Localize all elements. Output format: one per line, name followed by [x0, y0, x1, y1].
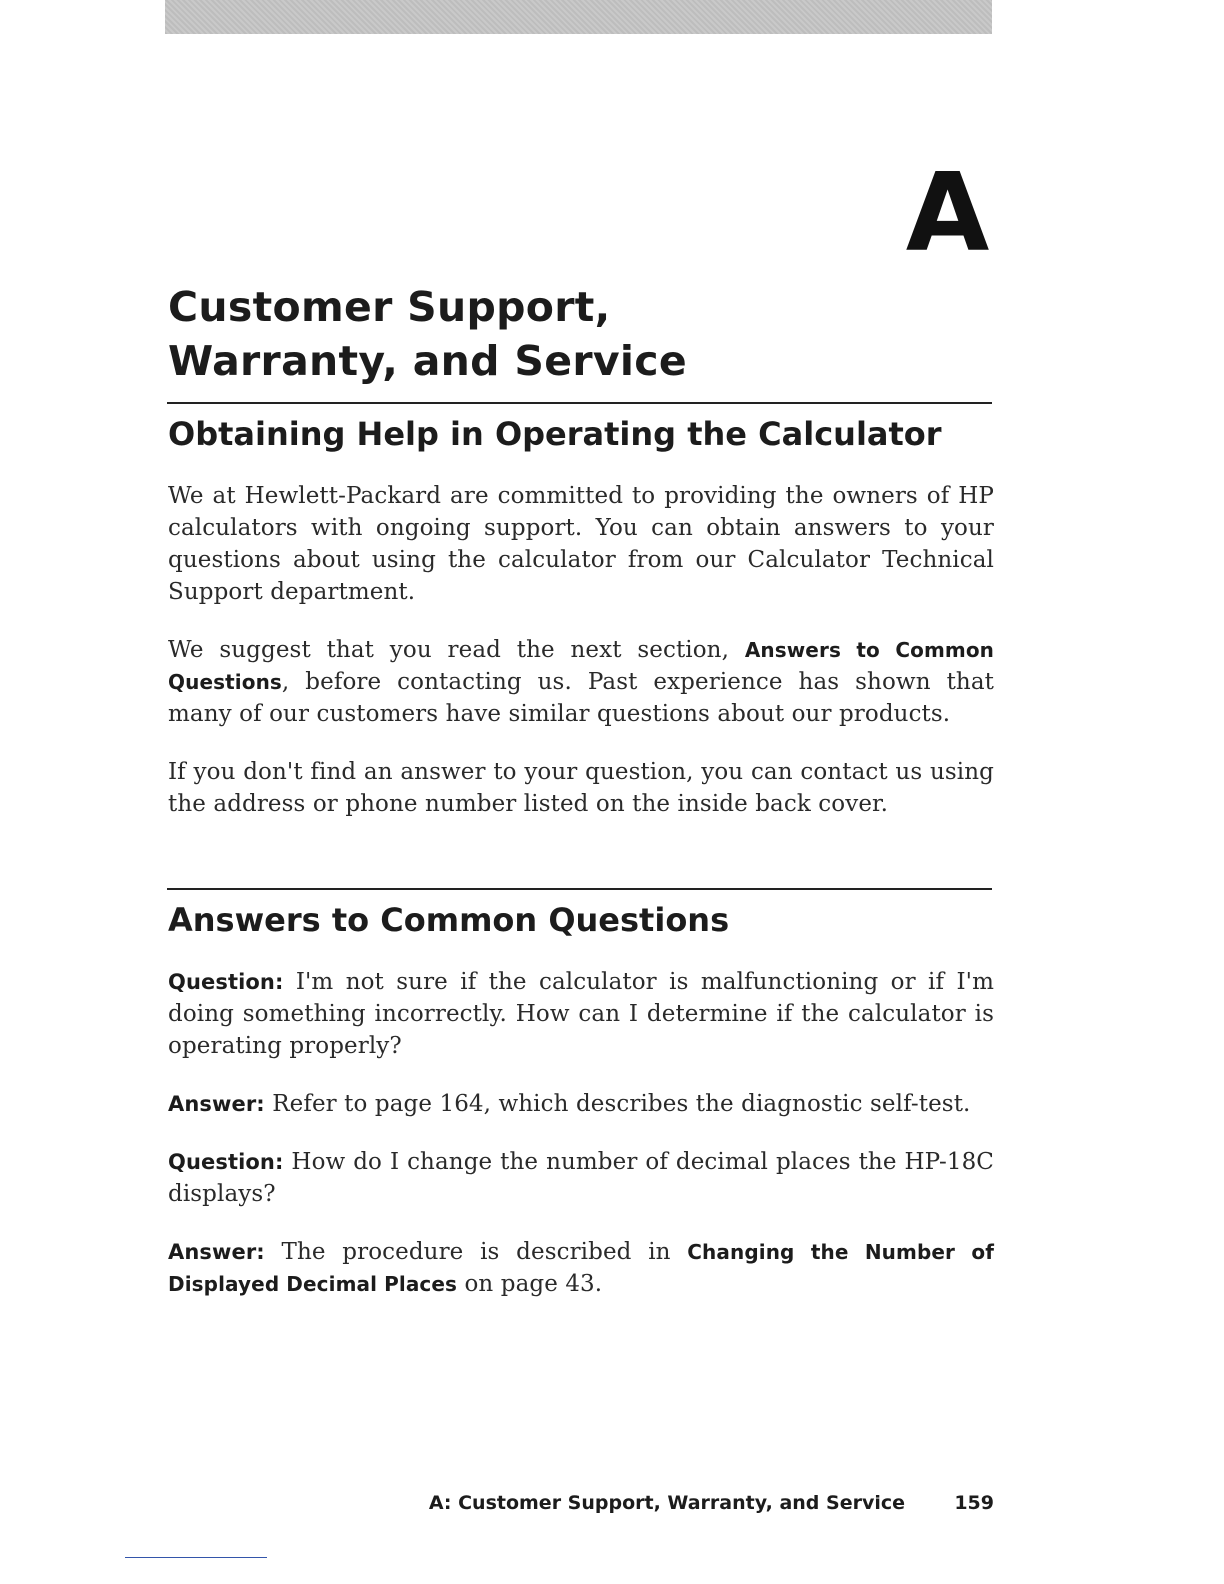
chapter-letter: A — [905, 151, 990, 276]
qa-question-1 — [168, 966, 994, 1062]
qa-answer-2 — [168, 1236, 994, 1300]
paragraph-commitment: We at Hewlett-Packard are committed to providing the owners of HP calculators with ongoing support. You can obtain answers to your questions about using the calculator from our Calculator Technical Support department. — [168, 483, 994, 605]
section-heading-answers: Answers to Common Questions — [168, 901, 730, 939]
paragraph-suggestion — [168, 634, 994, 730]
answer-label: Answer: — [168, 1240, 265, 1264]
question-text: How do I change the number of decimal places the HP-18C displays? — [168, 1149, 994, 1207]
answer-label: Answer: — [168, 1092, 265, 1116]
answer-text-end: on page 43. — [457, 1271, 603, 1297]
answer-text: Refer to page 164, which describes the diagnostic self-test. — [264, 1091, 971, 1117]
paragraph-suggestion-start: We suggest that you read the next section, — [168, 637, 745, 663]
bottom-left-rule — [125, 1557, 267, 1558]
paragraph-suggestion-end: , before contacting us. Past experience has shown that many of our customers have similar questions about our products. — [168, 669, 994, 727]
page-number: 159 — [954, 1492, 994, 1514]
cross-reference-answers: Answers to Common Questions — [168, 638, 995, 694]
qa-answer-1 — [168, 1088, 994, 1120]
answer-text-start: The procedure is described in — [264, 1239, 688, 1265]
question-label: Question: — [168, 1150, 284, 1174]
top-gray-band — [165, 0, 992, 34]
question-label: Question: — [168, 970, 284, 994]
chapter-title-line-2: Warranty, and Service — [168, 337, 687, 385]
running-footer-title: A: Customer Support, Warranty, and Service — [428, 1492, 905, 1514]
section-divider — [167, 888, 992, 890]
cross-reference-decimal-places: Changing the Number of Displayed Decimal Places — [168, 1240, 994, 1296]
section-divider — [167, 402, 992, 404]
chapter-title-line-1: Customer Support, — [168, 283, 611, 331]
paragraph-contact: If you don't find an answer to your question, you can contact us using the address or phone number listed on the inside back cover. — [168, 759, 994, 817]
section-heading-obtaining-help: Obtaining Help in Operating the Calculator — [168, 415, 942, 453]
qa-question-2 — [168, 1146, 994, 1210]
question-text: I'm not sure if the calculator is malfunctioning or if I'm doing something incorrectly. How can I determine if the calculator is operating properly? — [168, 969, 994, 1059]
chapter-title — [168, 280, 928, 388]
